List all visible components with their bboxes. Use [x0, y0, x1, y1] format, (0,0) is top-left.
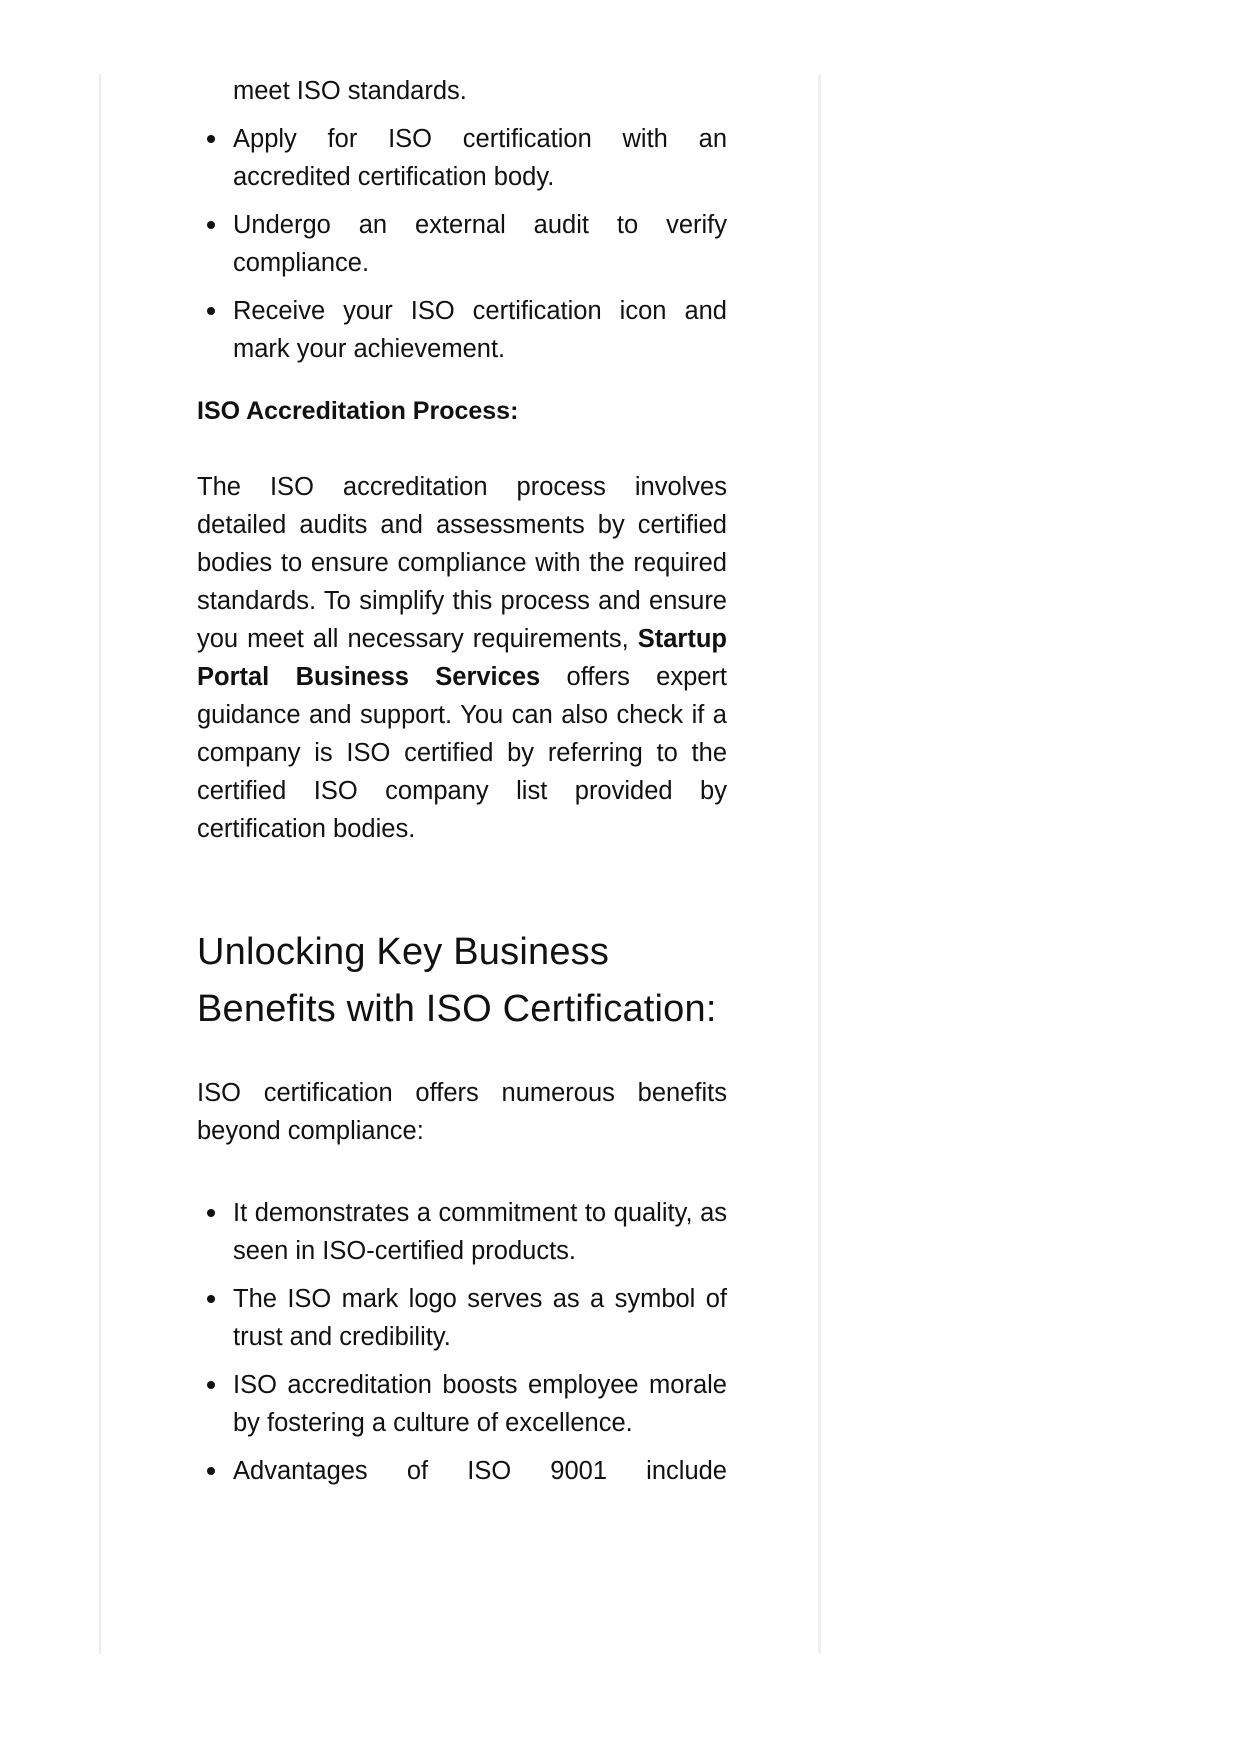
list-item: [197, 206, 727, 282]
bullet-icon: [207, 135, 215, 143]
list-item: [197, 120, 727, 196]
list-item: [197, 1366, 727, 1442]
section-intro: ISO certification offers numerous benefits beyond compliance:: [197, 1079, 727, 1145]
article-content: [197, 74, 727, 1500]
bullet-icon: [207, 307, 215, 315]
benefits-list: [197, 1194, 727, 1490]
list-item: [197, 1452, 727, 1490]
list-item-text: meet ISO standards.: [233, 77, 467, 105]
list-item: [197, 292, 727, 368]
bullet-icon: [207, 221, 215, 229]
list-item: [197, 1280, 727, 1356]
section-title: Unlocking Key Business Benefits with ISO Certification:: [197, 931, 717, 1030]
list-item-text: Apply for ISO certification with an accredited certification body.: [233, 125, 727, 191]
steps-list: [197, 72, 727, 368]
bullet-icon: [207, 1381, 215, 1389]
bullet-icon: [207, 1209, 215, 1217]
list-item-text: Receive your ISO certification icon and mark your achievement.: [233, 297, 727, 363]
list-item-continuation: [197, 72, 727, 110]
list-item: [197, 1194, 727, 1270]
list-item-text: It demonstrates a commitment to quality, as seen in ISO-certified products.: [233, 1199, 727, 1265]
paragraph-text: offers expert guidance and support. You can also check if a company is ISO certified by referring to the certified ISO company list provided by certification bodies.: [197, 663, 728, 843]
accreditation-paragraph: [197, 468, 727, 848]
list-item-text: The ISO mark logo serves as a symbol of trust and credibility.: [233, 1285, 727, 1351]
paragraph-text: The ISO accreditation process involves detailed audits and assessments by certified bodies to ensure compliance with the required standards. To simplify this process and ensure you meet all necessary requirements,: [197, 473, 727, 653]
bullet-icon: [207, 1295, 215, 1303]
list-item-text: ISO accreditation boosts employee morale by fostering a culture of excellence.: [233, 1371, 727, 1437]
accreditation-heading: ISO Accreditation Process:: [197, 397, 519, 425]
list-item-text: Undergo an external audit to verify compliance.: [233, 211, 727, 277]
company-name: Startup Portal Business Services: [197, 625, 727, 691]
list-item-text: Advantages of ISO 9001 include: [233, 1457, 727, 1485]
bullet-icon: [207, 1467, 215, 1475]
